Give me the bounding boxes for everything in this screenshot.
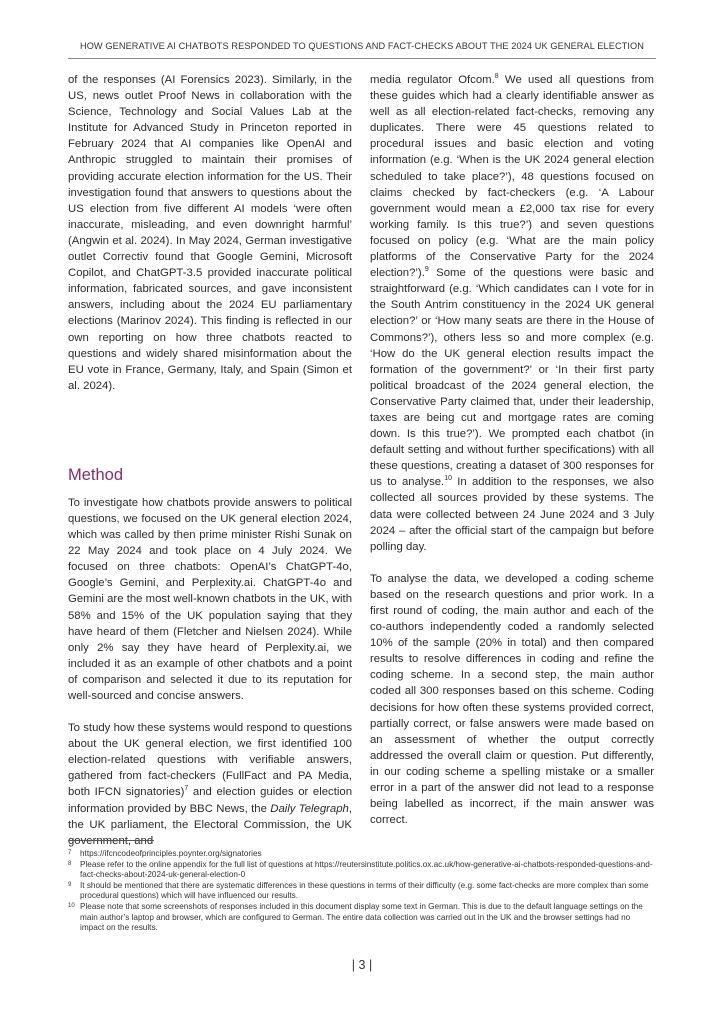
footnote-item (68, 902, 656, 934)
body-paragraph: To investigate how chatbots provide answers to political questions, we focused on the UK general election 2024, which was called by then prime minister Rishi Sunak on 22 May 2024 and took place on 4 July 2024. We focused on three chatbots: OpenAI’s ChatGPT-4o, Google’s Gemini, and Perplexity.ai. ChatGPT-4o and Gemini are the most well-known chatbots in the UK, with 58% and 15% of the UK population saying that they have heard of them (Fletcher and Nielsen 2024). While only 2% say they have heard of Perplexity.ai, we included it as an example of other chatbots and a point of comparison and selected it due to its reputation for well-sourced and concise answers. (68, 496, 352, 702)
footnote-text: It should be mentioned that there are systematic differences in these questions in terms of their difficulty (e.g. some fact-checks are more complex than some procedural questions) which will have influenced our results. (80, 880, 649, 901)
header-rule (68, 58, 656, 59)
footnote-item (68, 881, 656, 902)
text-run: We used all questions from these guides which had a clearly identifiable answer as well as all election-related fact-checks, removing any duplicates. There were 45 questions related to procedural issues and basic election and voting information (e.g. ‘When is the UK 2024 general election scheduled to take place?’), 48 questions focused on claims checked by fact-checkers (e.g. ‘A Labour government would mean a £2,000 tax rise for every working family. Is this true?’) and seven questions focused on policy (e.g. ‘What are the main policy platforms of the Conservative Party for the 2024 election?’). (370, 74, 655, 280)
italic-title: Daily Telegraph (270, 802, 349, 815)
footnote-number: 8 (68, 860, 72, 867)
text-run: , the UK parliament, the Electoral Commission, the UK government, and (68, 802, 352, 847)
footnote-rule (68, 840, 154, 841)
footnote-number: 7 (68, 850, 72, 856)
footnote-ref-10: 10 (444, 475, 452, 483)
text-run: Some of the questions were basic and straightforward (e.g. ‘Which candidates can I vote for in the South Antrim constituency in the 2024 UK general election?’ or ‘How many seats are there in the House of Commons?’), others less so and more complex (e.g. ‘How do the UK general election results impact the formation of the government?’ or ‘In their first party political broadcast of the 2024 general election, the Conservative Party claimed that, under their leadership, taxes are being cut and mortgage rates are coming down. Is this true?’). We prompted each chatbot (in default setting and without further specifications) with all these questions, creating a dataset of 300 responses for us to analyse. (370, 267, 654, 489)
section-heading-method: Method (68, 465, 124, 484)
body-paragraph: of the responses (AI Forensics 2023). Similarly, in the US, news outlet Proof News in collaboration with the Science, Technology and Social Values Lab at the Institute for Advanced Study in Princeton reported in February 2024 that AI companies like OpenAI and Anthropic struggled to maintain their promises of providing accurate election information for the US. Their investigation found that answers to questions about the US election from five different AI models ‘were often inaccurate, misleading, and even downright harmful’ (Angwin et al. 2024). In May 2024, German investigative outlet Correctiv found that Google Gemini, Microsoft Copilot, and ChatGPT-3.5 provided inaccurate political information, fabricated sources, and gave inconsistent answers, including about the 2024 EU parliamentary elections (Marinov 2024). This finding is reflected in our own reporting on how three chatbots reacted to questions and widely shared misinformation about the EU vote in France, Germany, Italy, and Spain (Simon et al. 2024). (68, 74, 352, 392)
footnote-ref-7: 7 (184, 785, 189, 793)
text-run: and election guides or election information provided by BBC News, the (68, 786, 352, 815)
text-run: In addition to the responses, we also collected all sources provided by these systems. The data were collected between 24 June 2024 and 3 July 2024 – after the official start of the campaign but before polling day. (370, 476, 654, 553)
footnote-number: 9 (68, 881, 72, 888)
right-column (370, 72, 654, 828)
footnote-number: 10 (68, 902, 75, 909)
footnotes (68, 849, 656, 934)
page-number: | 3 | (351, 958, 373, 972)
body-paragraph: To analyse the data, we developed a coding scheme based on the research questions and prior work. In a first round of coding, the main author and each of the co-authors independently coded a randomly selected 10% of the sample (20% in total) and then compared results to resolve differences in coding and refine the coding scheme. In a second step, the main author coded all 300 responses based on this scheme. Coding decisions for how often these systems provided correct, partially correct, or false answers were made based on an assessment of whether the output correctly addressed the overall claim or question. Put differently, in our coding scheme a spelling mistake or a smaller error in a part of the answer did not lead to a response being labelled as incorrect, if the main answer was correct. (370, 572, 654, 827)
body-paragraph (370, 72, 654, 555)
text-run: media regulator Ofcom. (370, 74, 495, 86)
running-head: HOW GENERATIVE AI CHATBOTS RESPONDED TO QUESTIONS AND FACT-CHECKS ABOUT THE 2024 UK GENERAL ELECTION (79, 41, 645, 51)
footnote-ref-9: 9 (424, 266, 429, 274)
footnote-item (68, 849, 656, 860)
footnote-item (68, 860, 656, 881)
left-column (68, 72, 352, 849)
footnote-ref-8: 8 (494, 73, 499, 81)
footnote-text: https://ifcncodeofprinciples.poynter.org/signatories (80, 849, 262, 858)
text-run: To study how these systems would respond to questions about the UK general election, we first identified 100 election-related questions with verifiable answers, gathered from fact-checkers (FullFact and PA Media, both IFCN signatories) (68, 722, 352, 799)
footnote-text: Please note that some screenshots of responses included in this document display some text in German. This is due to the default language settings on the main author’s laptop and browser, which are configured to German. The entire data collection was carried out in the UK and the browser settings had no impact on the results. (80, 901, 643, 933)
body-paragraph (68, 720, 352, 849)
footnote-text: Please refer to the online appendix for the full list of questions at https://reutersinstitute.politics.ox.ac.uk/how-generative-ai-chatbots-responded-questions-and-fact-checks-about-2024-uk-general-election-0 (80, 859, 653, 880)
